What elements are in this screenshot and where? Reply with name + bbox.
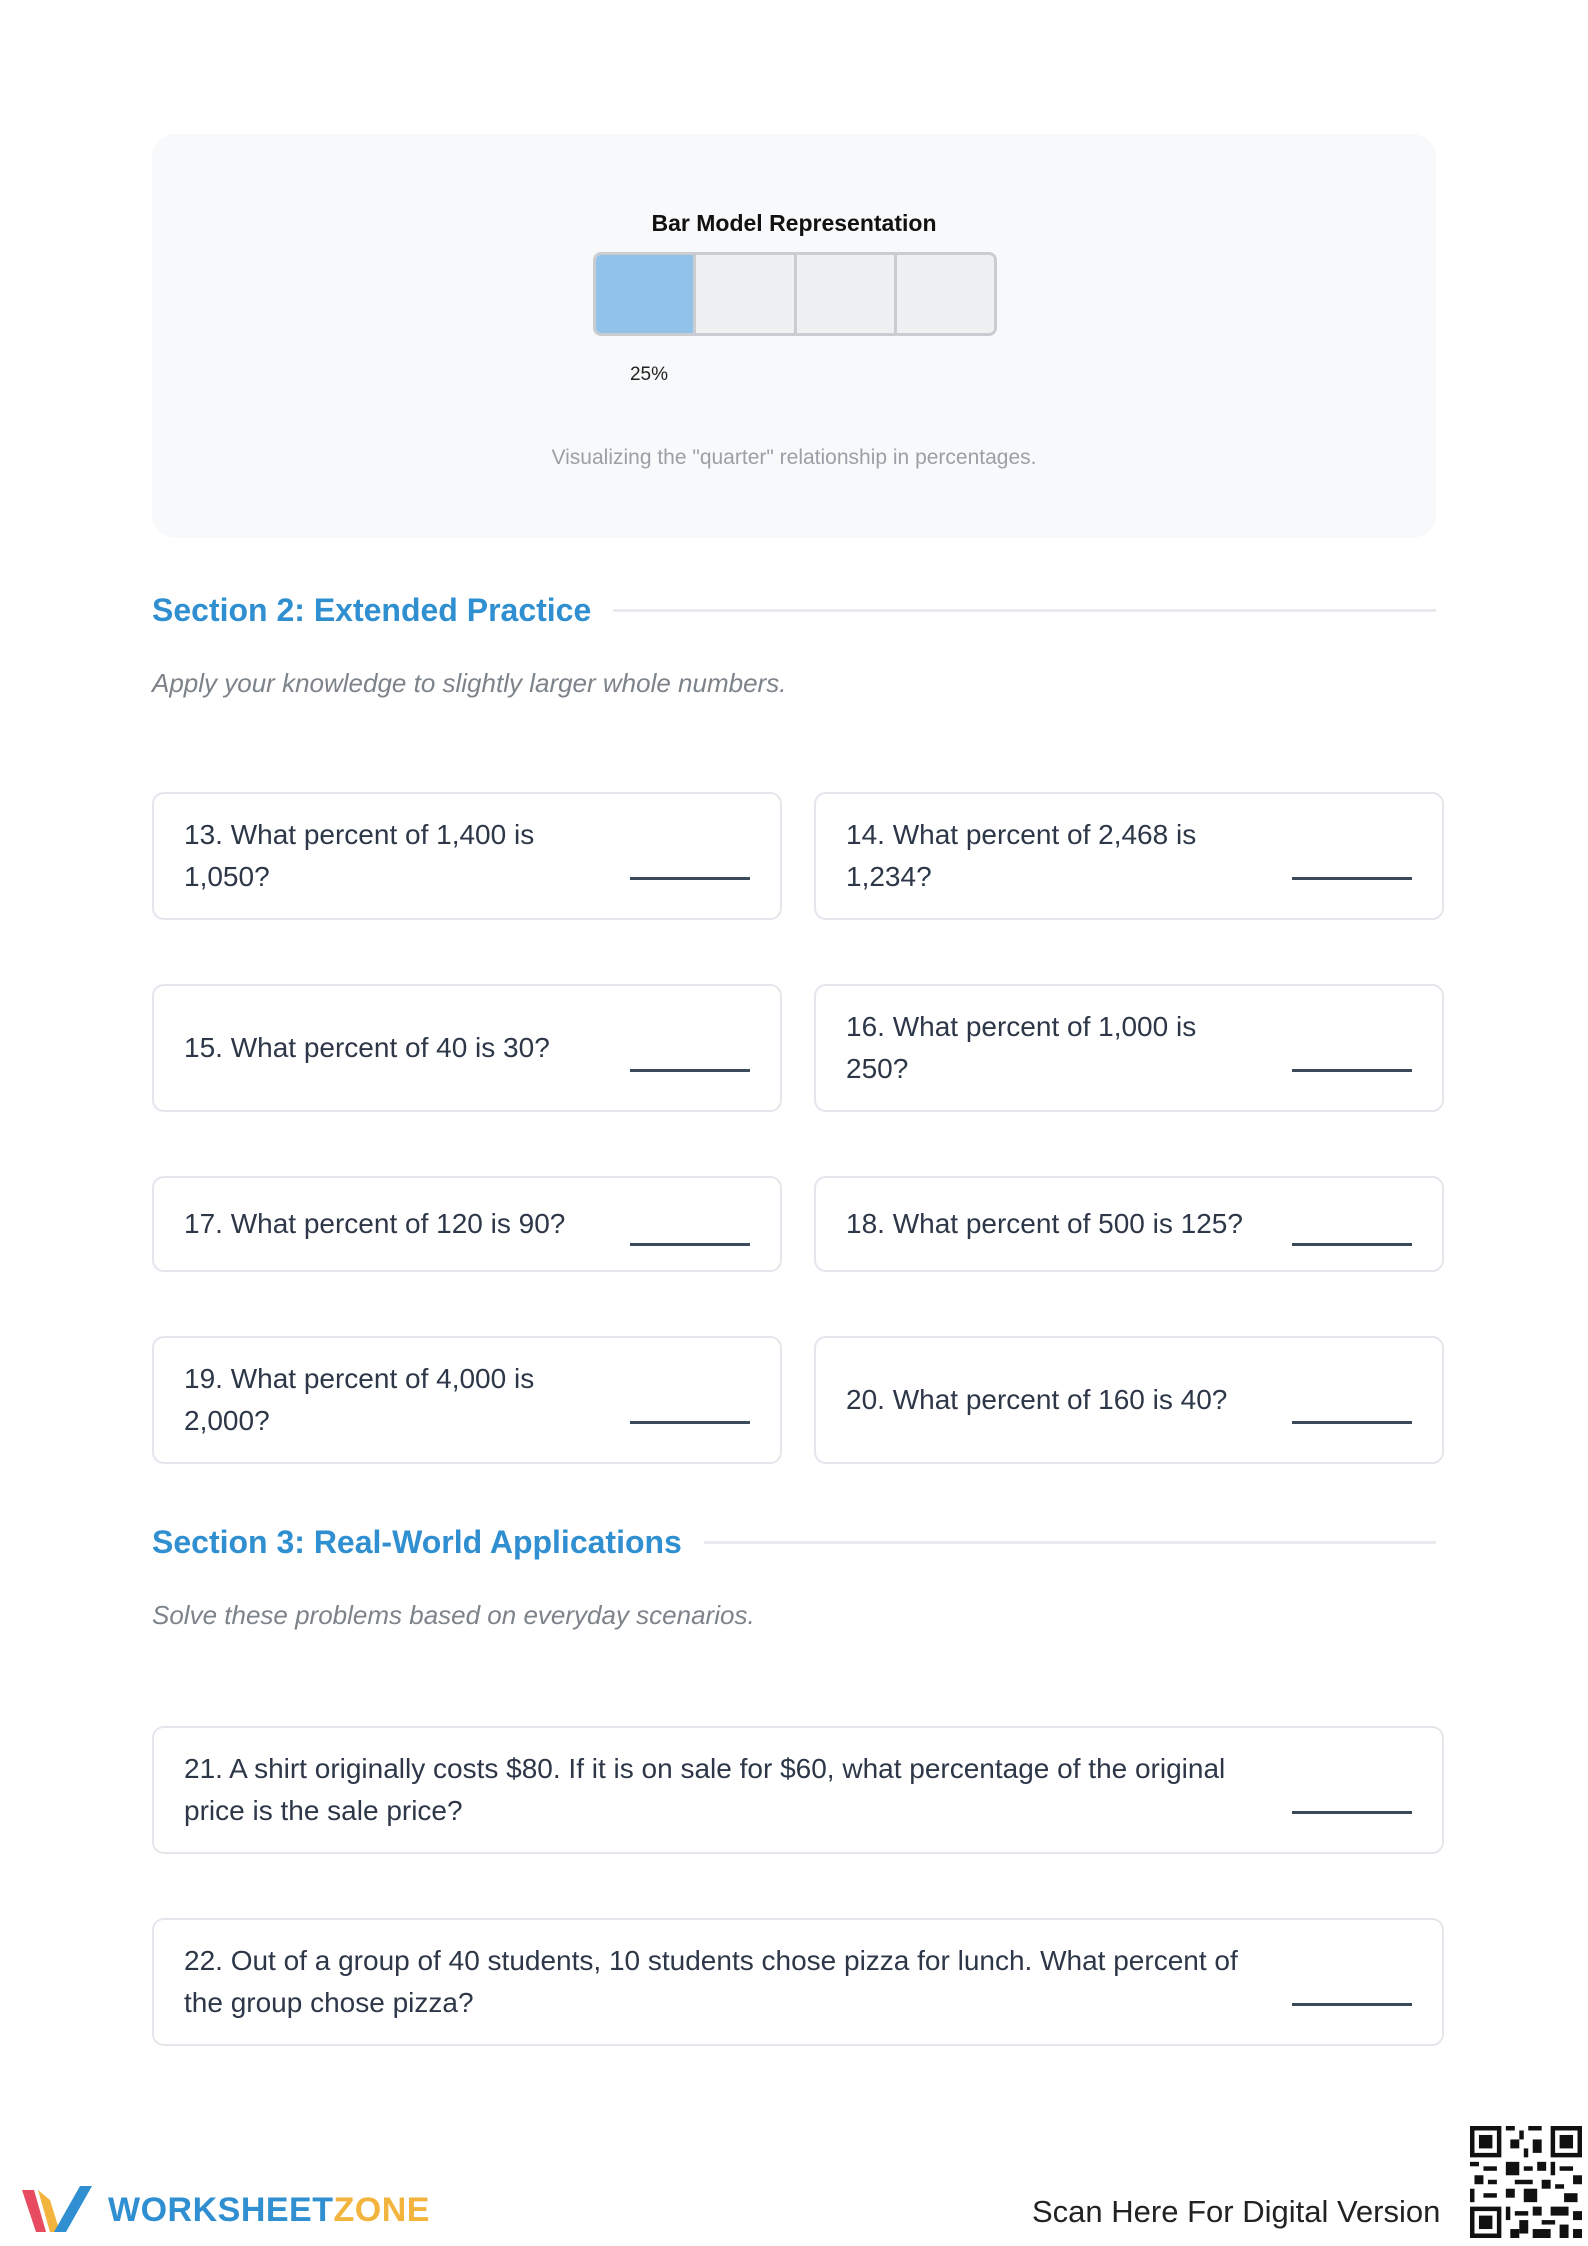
worksheetzone-w-logo-icon <box>18 2182 96 2238</box>
answer-blank[interactable] <box>1292 2003 1412 2006</box>
question-card <box>814 1336 1444 1464</box>
scan-instruction: Scan Here For Digital Version <box>1032 2194 1441 2229</box>
section-2-header <box>152 590 1436 630</box>
brand-name-part1: WORKSHEET <box>108 2190 334 2229</box>
brand-name <box>108 2191 430 2230</box>
question-card <box>152 1918 1444 2046</box>
qr-code-icon[interactable] <box>1470 2126 1582 2238</box>
section-3-header <box>152 1522 1436 1562</box>
section-divider <box>704 1541 1436 1544</box>
answer-blank[interactable] <box>1292 1243 1412 1246</box>
footer-logo[interactable] <box>18 2180 430 2240</box>
question-card <box>152 1726 1444 1854</box>
question-text: 14. What percent of 2,468 is 1,234? <box>846 819 1197 892</box>
section-3-subtitle: Solve these problems based on everyday scenarios. <box>152 1600 755 1630</box>
question-text: 22. Out of a group of 40 students, 10 students chose pizza for lunch. What percent of the group chose pizza? <box>184 1945 1238 2018</box>
answer-blank[interactable] <box>1292 1811 1412 1814</box>
answer-blank[interactable] <box>1292 1421 1412 1424</box>
section-2-title: Section 2: Extended Practice <box>152 591 592 628</box>
question-card <box>152 1176 782 1272</box>
section-divider <box>613 609 1436 612</box>
question-card <box>814 792 1444 920</box>
answer-blank[interactable] <box>630 1421 750 1424</box>
answer-blank[interactable] <box>1292 877 1412 880</box>
answer-blank[interactable] <box>630 1069 750 1072</box>
question-text: 16. What percent of 1,000 is 250? <box>846 1011 1197 1084</box>
question-card <box>152 792 782 920</box>
section-2-subtitle: Apply your knowledge to slightly larger whole numbers. <box>152 668 787 698</box>
question-text: 20. What percent of 160 is 40? <box>846 1384 1228 1415</box>
bar-segment-filled <box>596 255 693 333</box>
bar-model-caption: Visualizing the "quarter" relationship in percentages. <box>551 446 1037 469</box>
bar-model-panel <box>152 134 1436 538</box>
answer-blank[interactable] <box>1292 1069 1412 1072</box>
question-card <box>152 984 782 1112</box>
question-text: 15. What percent of 40 is 30? <box>184 1032 550 1063</box>
question-text: 21. A shirt originally costs $80. If it is on sale for $60, what percentage of the original price is the sale price? <box>184 1753 1226 1826</box>
question-card <box>814 984 1444 1112</box>
answer-blank[interactable] <box>630 1243 750 1246</box>
bar-model <box>593 252 997 336</box>
question-card <box>152 1336 782 1464</box>
bar-percent-label: 25% <box>629 364 669 385</box>
question-text: 13. What percent of 1,400 is 1,050? <box>184 819 535 892</box>
question-text: 19. What percent of 4,000 is 2,000? <box>184 1363 535 1436</box>
bar-segment <box>894 255 994 333</box>
brand-name-part2: ZONE <box>333 2190 430 2229</box>
question-text: 17. What percent of 120 is 90? <box>184 1208 566 1239</box>
question-text: 18. What percent of 500 is 125? <box>846 1208 1243 1239</box>
bar-model-title: Bar Model Representation <box>651 210 937 236</box>
answer-blank[interactable] <box>630 877 750 880</box>
section-3-title: Section 3: Real-World Applications <box>152 1523 682 1560</box>
bar-segment <box>693 255 793 333</box>
question-card <box>814 1176 1444 1272</box>
bar-segment <box>794 255 894 333</box>
